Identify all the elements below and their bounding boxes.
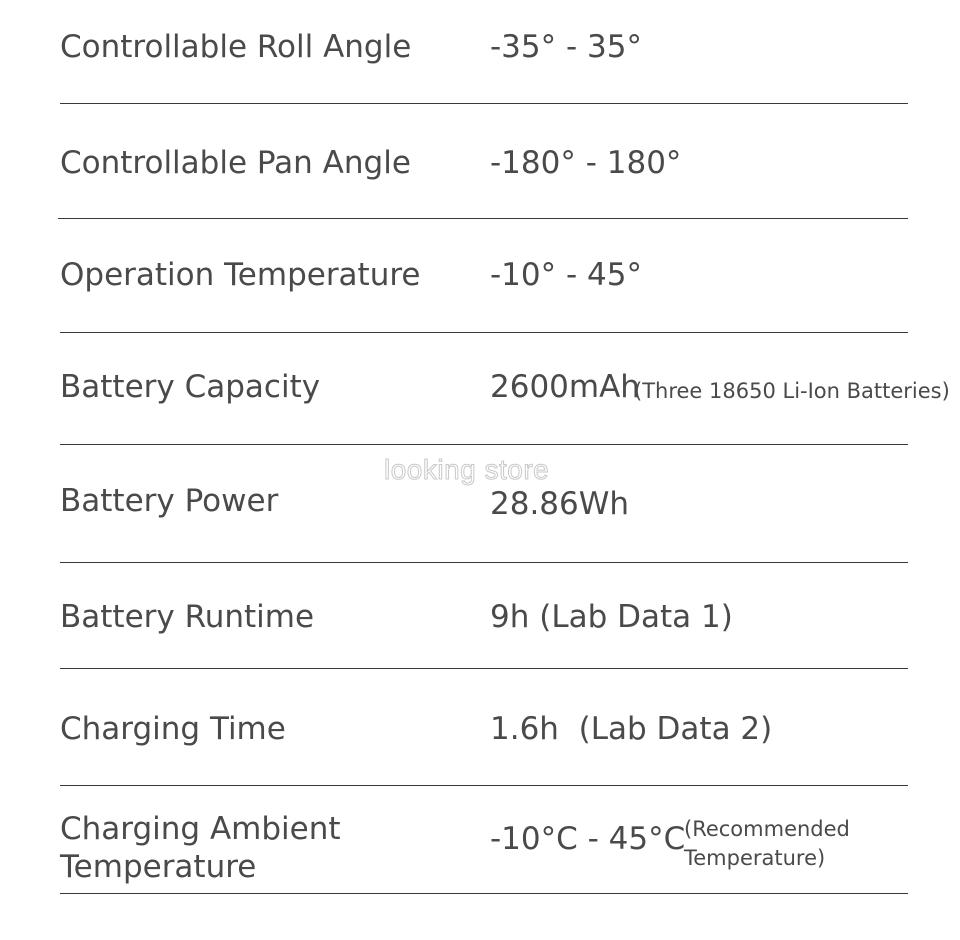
spec-note-battery-capacity: (Three 18650 Li-Ion Batteries)	[634, 379, 950, 403]
spec-label-line: Charging Ambient	[60, 811, 341, 847]
spec-value-charging-ambient-temperature: -10°C - 45°C	[490, 821, 686, 857]
spec-label-charging-ambient-temperature	[60, 810, 341, 886]
spec-label-battery-capacity: Battery Capacity	[60, 369, 321, 405]
row-divider	[58, 218, 908, 219]
spec-value-roll-angle: -35° - 35°	[490, 29, 642, 65]
spec-label-battery-power: Battery Power	[60, 483, 279, 519]
spec-note-line: (Recommended	[684, 817, 850, 841]
watermark-text: looking store	[384, 454, 550, 485]
row-divider	[60, 103, 908, 104]
row-divider	[60, 562, 908, 563]
spec-label-line: Temperature	[60, 849, 257, 885]
spec-label-operation-temperature: Operation Temperature	[60, 257, 421, 293]
spec-value-pan-angle: -180° - 180°	[490, 145, 682, 181]
spec-label-pan-angle: Controllable Pan Angle	[60, 145, 411, 181]
spec-label-roll-angle: Controllable Roll Angle	[60, 29, 412, 65]
row-divider	[60, 668, 908, 669]
spec-note-charging-ambient-temperature	[684, 815, 850, 873]
spec-note-line: Temperature)	[684, 846, 826, 870]
row-divider	[60, 785, 908, 786]
spec-label-battery-runtime: Battery Runtime	[60, 599, 315, 635]
spec-value-battery-runtime: 9h (Lab Data 1)	[490, 599, 733, 635]
spec-value-battery-capacity: 2600mAh	[490, 369, 640, 405]
spec-value-operation-temperature: -10° - 45°	[490, 257, 642, 293]
spec-value-battery-power: 28.86Wh	[490, 486, 630, 522]
spec-label-charging-time: Charging Time	[60, 711, 286, 747]
row-divider	[60, 444, 908, 445]
row-divider	[60, 332, 908, 333]
row-divider	[60, 893, 908, 894]
spec-value-charging-time: 1.6h (Lab Data 2)	[490, 711, 773, 747]
